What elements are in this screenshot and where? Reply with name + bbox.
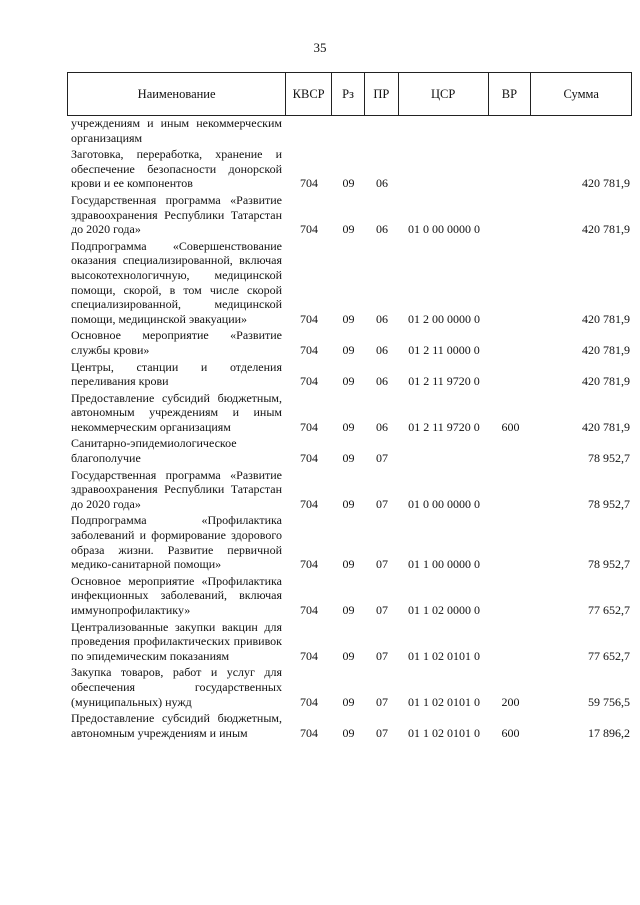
row-sum: 78 952,7: [588, 496, 630, 511]
row-pr: 06: [376, 419, 388, 434]
row-rz: 09: [342, 222, 355, 237]
row-pr: 07: [376, 603, 388, 617]
row-rz: 09: [342, 374, 355, 389]
row-sum: 17 896,2: [588, 725, 630, 740]
header-rz: Рз: [332, 73, 365, 115]
row-kvsr: 704: [300, 374, 318, 389]
table-row: [67, 620, 632, 664]
row-sum: 420 781,9: [582, 176, 630, 191]
row-name: Централизованные закупки вакцин для проведения профилактических прививок по эпидемическим показаниям: [71, 619, 282, 663]
row-sum: 420 781,9: [582, 419, 630, 434]
table-row: [67, 328, 632, 357]
row-name: Санитарно-эпидемиологическое благополучие: [71, 436, 237, 466]
row-csr: 01 2 00 0000 0: [408, 311, 480, 326]
row-name: учреждениям и иным некоммерческим организациям: [71, 116, 282, 145]
row-rz: 09: [342, 419, 355, 434]
row-name: Основное мероприятие «Профилактика инфекционных заболеваний, включая иммунопрофилактику»: [71, 573, 282, 617]
row-csr: 01 1 02 0000 0: [408, 603, 480, 617]
row-csr: 01 1 02 0101 0: [408, 725, 480, 740]
table-row: [67, 239, 632, 327]
row-kvsr: 704: [300, 648, 318, 663]
row-rz: 09: [342, 496, 355, 511]
row-pr: 06: [376, 176, 388, 191]
row-kvsr: 704: [300, 222, 318, 237]
row-pr: 06: [376, 222, 388, 237]
row-rz: 09: [342, 557, 355, 572]
row-kvsr: 704: [300, 176, 318, 191]
row-csr: 01 2 11 9720 0: [408, 374, 480, 389]
row-name: Предоставление субсидий бюджетным, автономным учреждениям и иным: [71, 711, 282, 740]
row-rz: 09: [342, 725, 355, 740]
row-csr: 01 1 02 0101 0: [408, 648, 480, 663]
row-rz: 09: [342, 311, 355, 326]
row-sum: 420 781,9: [582, 311, 630, 326]
row-csr: 01 2 11 0000 0: [408, 342, 480, 357]
table-row: [67, 116, 632, 145]
table-row: [67, 193, 632, 237]
table-row: [67, 468, 632, 512]
table-row: [67, 665, 632, 709]
row-pr: 07: [376, 451, 388, 466]
row-kvsr: 704: [300, 496, 318, 511]
row-kvsr: 704: [300, 603, 318, 617]
row-rz: 09: [342, 603, 355, 617]
row-sum: 420 781,9: [582, 222, 630, 237]
table-row: [67, 513, 632, 571]
row-vr: 600: [501, 419, 520, 434]
row-csr: 01 1 00 0000 0: [408, 557, 480, 572]
table-row: [67, 391, 632, 435]
row-pr: 07: [376, 694, 388, 709]
row-kvsr: 704: [300, 694, 318, 709]
table-body: [67, 116, 632, 742]
row-vr: 200: [501, 694, 520, 709]
row-sum: 78 952,7: [588, 451, 630, 466]
row-sum: 78 952,7: [588, 557, 630, 572]
row-sum: 77 652,7: [588, 603, 630, 617]
row-pr: 07: [376, 725, 388, 740]
row-kvsr: 704: [300, 557, 318, 572]
row-sum: 420 781,9: [582, 374, 630, 389]
row-kvsr: 704: [300, 725, 318, 740]
row-pr: 06: [376, 374, 388, 389]
row-csr: 01 0 00 0000 0: [408, 222, 480, 237]
row-kvsr: 704: [300, 451, 318, 466]
table-row: [67, 436, 632, 465]
header-pr: ПР: [365, 73, 399, 115]
row-vr: 600: [501, 725, 520, 740]
row-csr: 01 0 00 0000 0: [408, 496, 480, 511]
row-rz: 09: [342, 342, 355, 357]
table-row: [67, 711, 632, 740]
page-number: 35: [313, 40, 327, 55]
row-rz: 09: [342, 451, 355, 466]
row-csr: 01 1 02 0101 0: [408, 694, 480, 709]
table-row: [67, 574, 632, 618]
row-kvsr: 704: [300, 311, 318, 326]
row-rz: 09: [342, 694, 355, 709]
row-pr: 07: [376, 557, 388, 572]
row-name: Основное мероприятие «Развитие службы крови»: [71, 328, 282, 357]
table-row: [67, 147, 632, 191]
row-csr: 01 2 11 9720 0: [408, 419, 480, 434]
row-name: Заготовка, переработка, хранение и обеспечение безопасности донорской крови и ее компонентов: [71, 147, 282, 191]
row-sum: 59 756,5: [588, 694, 630, 709]
row-pr: 07: [376, 496, 388, 511]
row-kvsr: 704: [300, 342, 318, 357]
row-name: Предоставление субсидий бюджетным, автономным учреждениям и иным некоммерческим организациям: [71, 390, 282, 434]
row-sum: 77 652,7: [588, 648, 630, 663]
row-name: Подпрограмма «Профилактика заболеваний и формирование здорового образа жизни. Развитие первичной медико-санитарной помощи»: [71, 513, 282, 572]
header-sum: Сумма: [563, 86, 599, 101]
row-name: Подпрограмма «Совершенствование оказания специализированной, включая высокотехнологичную, медицинской помощи, скорой, в том числе скорой специализированной, медицинской помощи, медицинской эвакуации»: [71, 238, 282, 326]
row-name: Государственная программа «Развитие здравоохранения Республики Татарстан до 2020 года»: [71, 192, 282, 237]
row-sum: 420 781,9: [582, 342, 630, 357]
row-name: Закупка товаров, работ и услуг для обеспечения государственных (муниципальных) нужд: [71, 665, 282, 709]
header-csr: ЦСР: [399, 73, 489, 115]
row-name: Центры, станции и отделения переливания крови: [71, 359, 282, 389]
header-kvsr: КВСР: [286, 73, 332, 115]
row-rz: 09: [342, 648, 355, 663]
row-pr: 07: [376, 648, 388, 663]
row-kvsr: 704: [300, 419, 318, 434]
table-header: [67, 72, 632, 116]
row-pr: 06: [376, 342, 388, 357]
table-row: [67, 360, 632, 389]
row-rz: 09: [342, 176, 355, 191]
row-name: Государственная программа «Развитие здравоохранения Республики Татарстан до 2020 года»: [71, 467, 282, 511]
header-name: Наименование: [68, 73, 286, 115]
header-vr: ВР: [489, 73, 532, 115]
row-pr: 06: [376, 311, 388, 326]
